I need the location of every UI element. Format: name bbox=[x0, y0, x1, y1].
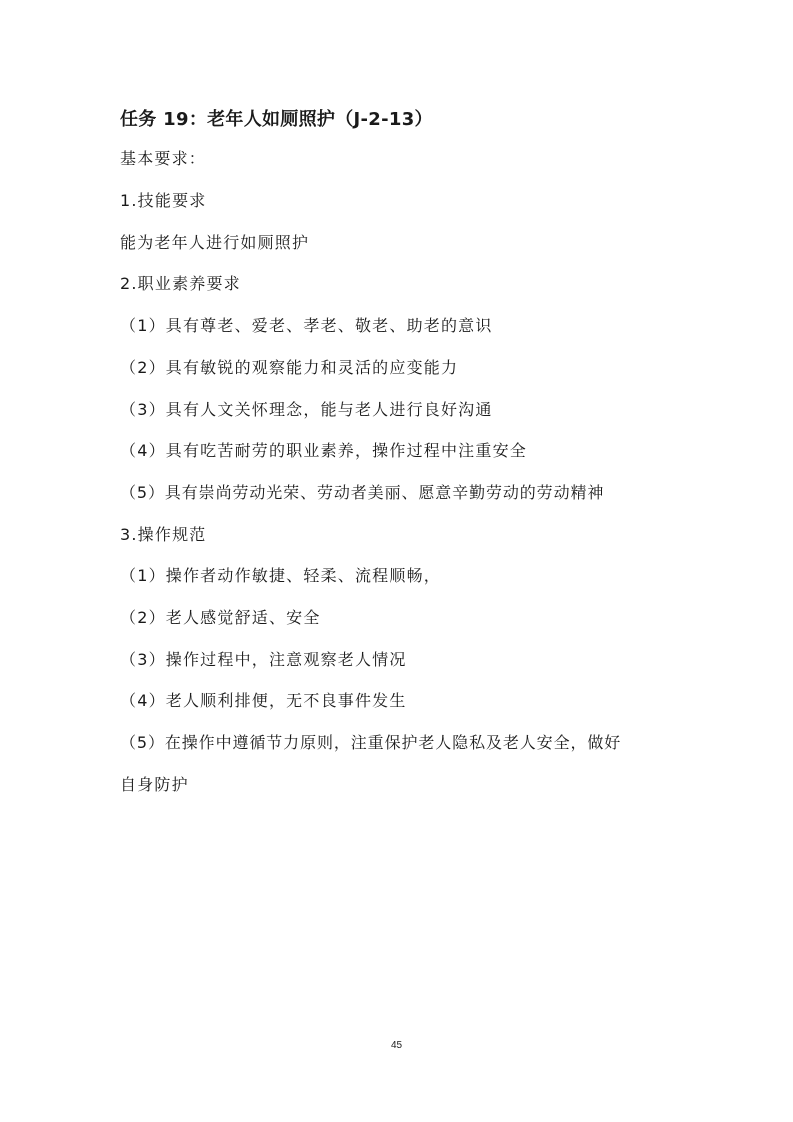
skill-requirements-heading: 1.技能要求 bbox=[120, 191, 207, 210]
page-title: 任务 19：老年人如厕照护（J-2-13） bbox=[120, 109, 433, 130]
quality-item-4: （4）具有吃苦耐劳的职业素养，操作过程中注重安全 bbox=[120, 441, 527, 460]
page-number: 45 bbox=[390, 1040, 403, 1051]
operation-item-5-continued: 自身防护 bbox=[120, 775, 189, 794]
quality-item-5: （5）具有崇尚劳动光荣、劳动者美丽、愿意辛勤劳动的劳动精神 bbox=[120, 483, 605, 502]
professional-quality-heading: 2.职业素养要求 bbox=[120, 274, 241, 293]
quality-item-3: （3）具有人文关怀理念，能与老人进行良好沟通 bbox=[120, 400, 493, 419]
skill-requirement-text: 能为老年人进行如厕照护 bbox=[120, 233, 310, 252]
operation-item-5: （5）在操作中遵循节力原则，注重保护老人隐私及老人安全，做好 bbox=[120, 733, 622, 752]
operation-item-4: （4）老人顺利排便，无不良事件发生 bbox=[120, 691, 407, 710]
quality-item-2: （2）具有敏锐的观察能力和灵活的应变能力 bbox=[120, 358, 459, 377]
operation-item-2: （2）老人感觉舒适、安全 bbox=[120, 608, 321, 627]
basic-requirements-heading: 基本要求： bbox=[120, 149, 207, 168]
quality-item-1: （1）具有尊老、爱老、孝老、敬老、助老的意识 bbox=[120, 316, 493, 335]
operation-item-1: （1）操作者动作敏捷、轻柔、流程顺畅， bbox=[120, 566, 441, 585]
operation-item-3: （3）操作过程中，注意观察老人情况 bbox=[120, 650, 407, 669]
operation-standards-heading: 3.操作规范 bbox=[120, 525, 207, 544]
